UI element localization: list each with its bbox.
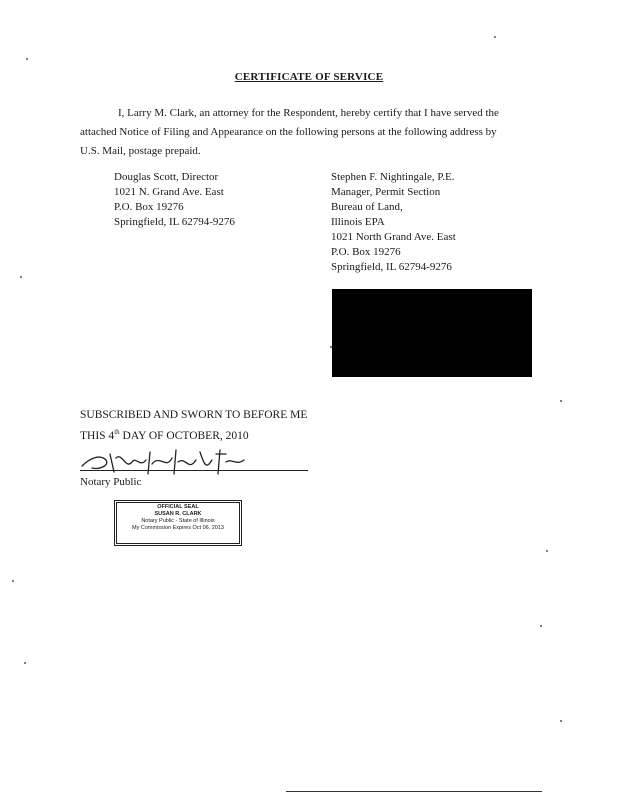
- official-seal-stamp: [116, 502, 240, 544]
- address-line: Springfield, IL 62794-9276: [331, 261, 452, 273]
- paragraph-line-2: attached Notice of Filing and Appearance on the following persons at the following address by: [80, 126, 497, 138]
- address-line: Springfield, IL 62794-9276: [114, 216, 235, 228]
- seal-line: OFFICIAL SEAL: [157, 504, 199, 510]
- scan-speck: [20, 276, 22, 278]
- scan-speck: [494, 36, 496, 38]
- recipient-address-right: [331, 170, 456, 275]
- address-line: Manager, Permit Section: [331, 186, 441, 198]
- bottom-rule: [286, 791, 542, 792]
- recipient-address-left: [114, 170, 235, 230]
- certification-paragraph: [80, 104, 540, 161]
- address-line: Illinois EPA: [331, 216, 385, 228]
- scan-speck: [546, 550, 548, 552]
- seal-line: Notary Public - State of Illinois: [141, 518, 215, 524]
- document-title: CERTIFICATE OF SERVICE: [234, 71, 384, 83]
- paragraph-line-3: U.S. Mail, postage prepaid.: [80, 145, 201, 157]
- address-line: 1021 North Grand Ave. East: [331, 231, 456, 243]
- seal-line: SUSAN R. CLARK: [154, 511, 202, 517]
- address-line: 1021 N. Grand Ave. East: [114, 186, 224, 198]
- notary-signature: [76, 440, 266, 480]
- signature-line: [80, 470, 308, 471]
- scan-speck: [540, 625, 542, 627]
- paragraph-line-1: I, Larry M. Clark, an attorney for the Respondent, hereby certify that I have served the: [118, 107, 499, 119]
- address-line: Douglas Scott, Director: [114, 171, 219, 183]
- redaction-block: [332, 289, 532, 377]
- scan-speck: [12, 580, 14, 582]
- address-line: Stephen F. Nightingale, P.E.: [331, 171, 455, 183]
- scan-speck: [26, 58, 28, 60]
- jurat-line-2: THIS 4th DAY OF OCTOBER, 2010: [80, 428, 249, 442]
- address-line: P.O. Box 19276: [114, 201, 184, 213]
- address-line: Bureau of Land,: [331, 201, 403, 213]
- scan-speck: [24, 662, 26, 664]
- seal-line: My Commission Expires Oct 06, 2013: [131, 525, 224, 531]
- scan-speck: [560, 400, 562, 402]
- notary-label: Notary Public: [80, 476, 142, 488]
- jurat-line-1: SUBSCRIBED AND SWORN TO BEFORE ME: [80, 409, 308, 421]
- address-line: P.O. Box 19276: [331, 246, 401, 258]
- scan-speck: [560, 720, 562, 722]
- scan-speck: [330, 346, 332, 348]
